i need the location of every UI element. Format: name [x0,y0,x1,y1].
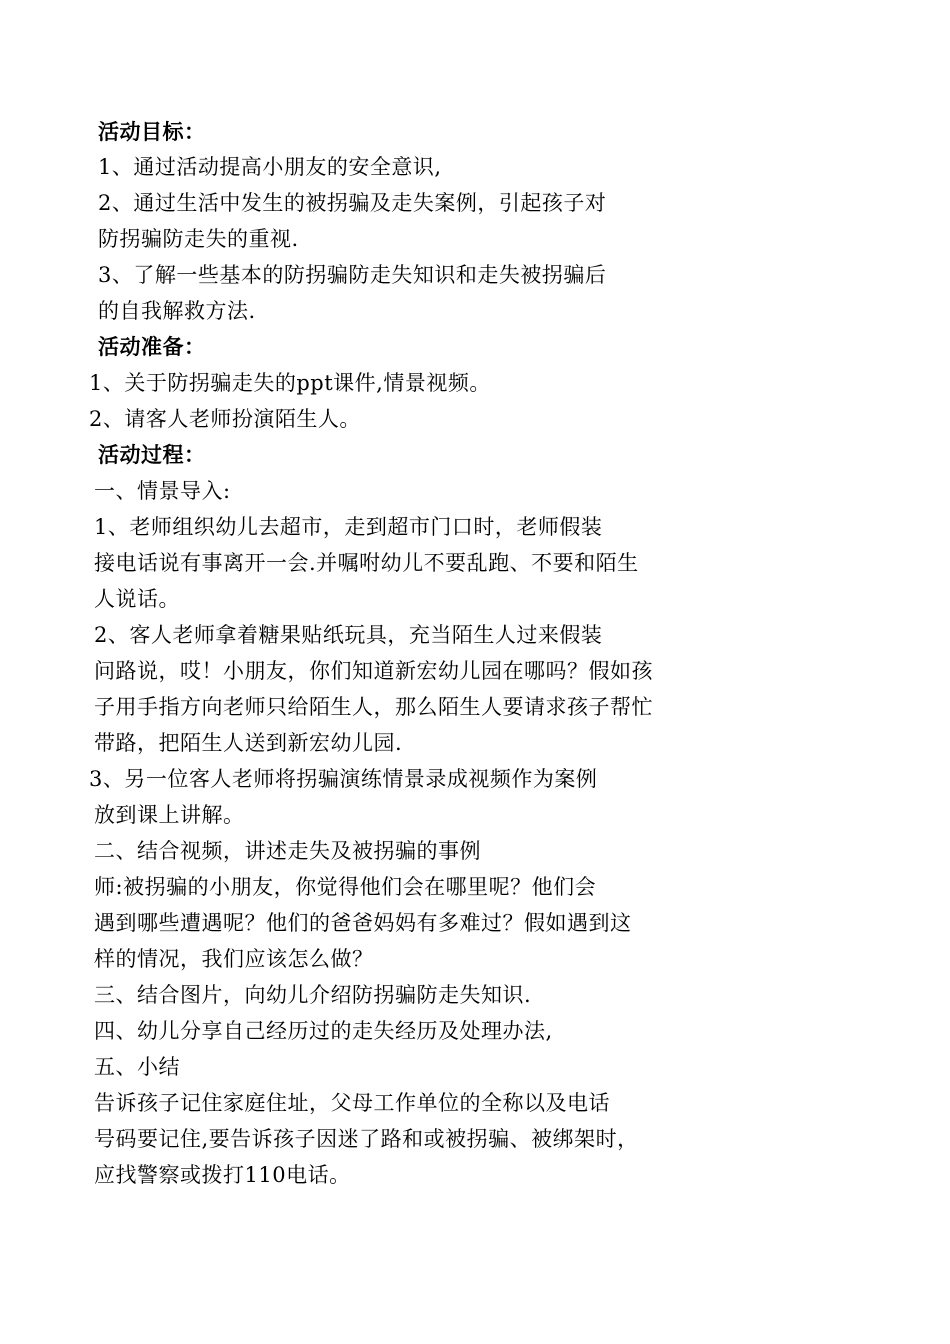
text-line: 问路说，哎！小朋友，你们知道新宏幼儿园在哪吗？假如孩 [94,659,653,683]
text-line: 三、结合图片，向幼儿介绍防拐骗防走失知识. [94,983,532,1007]
section-heading: 活动过程： [98,443,206,467]
text-line: 人说话。 [94,587,180,611]
text-line: 防拐骗防走失的重视. [98,227,299,251]
text-line: 带路，把陌生人送到新宏幼儿园. [94,731,403,755]
text-line: 告诉孩子记住家庭住址，父母工作单位的全称以及电话 [94,1091,610,1115]
text-line: 3、另一位客人老师将拐骗演练情景录成视频作为案例 [89,767,598,791]
text-line: 应找警察或拨打110电话。 [94,1163,351,1187]
text-line: 一、情景导入: [94,479,231,503]
text-line: 2、请客人老师扮演陌生人。 [89,407,361,431]
text-line: 2、通过生活中发生的被拐骗及走失案例，引起孩子对 [98,191,607,215]
text-line: 放到课上讲解。 [94,803,245,827]
text-line: 四、幼儿分享自己经历过的走失经历及处理办法, [94,1019,553,1043]
text-line: 3、了解一些基本的防拐骗防走失知识和走失被拐骗后 [98,263,607,287]
text-line: 的自我解救方法. [98,299,256,323]
section-heading: 活动准备： [98,335,206,359]
section-heading: 活动目标： [98,120,206,144]
text-line: 2、客人老师拿着糖果贴纸玩具，充当陌生人过来假装 [94,623,603,647]
text-line: 五、小结 [94,1055,180,1079]
text-line: 遇到哪些遭遇呢？他们的爸爸妈妈有多难过？假如遇到这 [94,911,632,935]
text-line: 1、关于防拐骗走失的ppt课件,情景视频。 [89,371,491,395]
text-line: 号码要记住,要告诉孩子因迷了路和或被拐骗、被绑架时， [94,1127,639,1151]
text-line: 样的情况，我们应该怎么做？ [94,947,374,971]
text-line: 接电话说有事离开一会.并嘱咐幼儿不要乱跑、不要和陌生 [94,551,639,575]
text-line: 子用手指方向老师只给陌生人，那么陌生人要请求孩子帮忙 [94,695,653,719]
text-line: 师:被拐骗的小朋友，你觉得他们会在哪里呢？他们会 [94,875,597,899]
text-line: 1、老师组织幼儿去超市，走到超市门口时，老师假装 [94,515,603,539]
text-line: 1、通过活动提高小朋友的安全意识, [98,155,442,179]
text-line: 二、结合视频，讲述走失及被拐骗的事例 [94,839,481,863]
